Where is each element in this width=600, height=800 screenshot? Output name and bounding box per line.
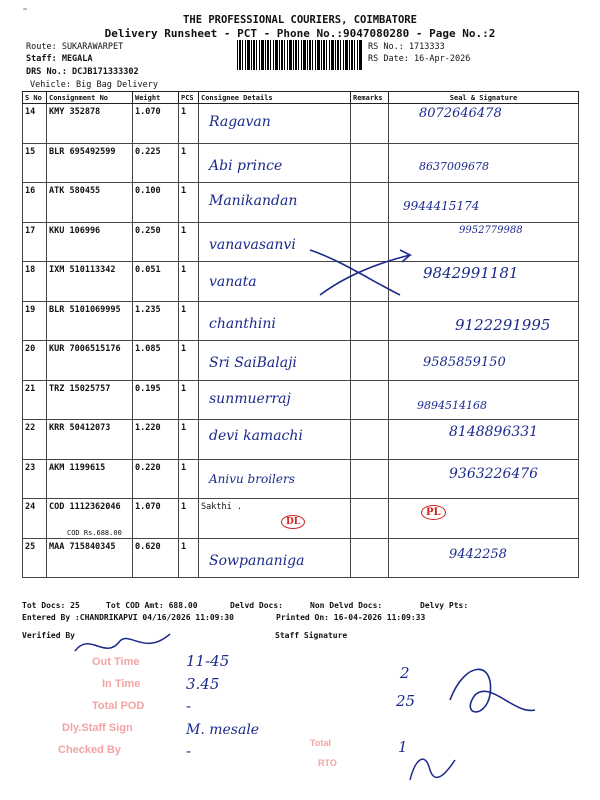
table-row — [23, 104, 579, 144]
count-one: 1 — [398, 738, 408, 756]
row-consignee — [199, 183, 351, 223]
seal-signature: 9952779988 — [459, 224, 523, 236]
row-sno: 24 — [23, 499, 47, 539]
staff-signature-icon — [440, 655, 540, 735]
row-consignee — [199, 420, 351, 460]
bottom-signature-icon — [400, 740, 460, 790]
seal-signature: 9363226476 — [449, 465, 539, 482]
row-consignment: KMY 352878 — [47, 104, 133, 144]
row-weight: 0.250 — [133, 222, 179, 262]
stamp-out-time: Out Time — [92, 656, 140, 668]
row-pcs: 1 — [179, 459, 199, 499]
row-pcs: 1 — [179, 183, 199, 223]
row-remarks — [351, 341, 389, 381]
row-consignment: MAA 715840345 — [47, 538, 133, 578]
consignee-name: Ragavan — [209, 114, 271, 130]
row-sno: 14 — [23, 104, 47, 144]
row-weight: 1.235 — [133, 301, 179, 341]
row-consignee — [199, 459, 351, 499]
row-remarks — [351, 183, 389, 223]
row-pcs: 1 — [179, 380, 199, 420]
row-consignment: BLR 5101069995 — [47, 301, 133, 341]
row-pcs: 1 — [179, 104, 199, 144]
consignee-name: Sakthi . — [201, 502, 242, 512]
col-weight: Weight — [133, 92, 179, 104]
seal-signature: 8148896331 — [449, 424, 539, 440]
table-row — [23, 143, 579, 183]
stamp-dly-staff-sign: Dly.Staff Sign — [62, 722, 133, 734]
row-consignee — [199, 104, 351, 144]
row-consignment: AKM 1199615 — [47, 459, 133, 499]
row-sno: 17 — [23, 222, 47, 262]
count-two: 2 — [400, 664, 410, 682]
row-sno: 25 — [23, 538, 47, 578]
stamp-checked-by: Checked By — [58, 744, 121, 756]
header-mark: ˜ — [22, 8, 29, 19]
checked-dash: - — [186, 742, 192, 760]
row-consignee — [199, 143, 351, 183]
consignee-name: Anivu broilers — [209, 471, 295, 486]
row-consignment — [47, 499, 133, 539]
row-remarks — [351, 380, 389, 420]
staff-signature: Staff Signature — [275, 631, 348, 640]
row-sno: 19 — [23, 301, 47, 341]
consignee-name: Abi prince — [209, 157, 283, 174]
row-weight: 0.051 — [133, 262, 179, 302]
arrow-stroke-icon — [320, 250, 410, 295]
company-name: THE PROFESSIONAL COURIERS, COIMBATORE — [183, 14, 417, 26]
in-time-value: 3.45 — [186, 675, 220, 693]
row-remarks — [351, 499, 389, 539]
out-time-value: 11-45 — [186, 652, 230, 670]
staff: Staff: MEGALA — [26, 54, 93, 64]
row-sno: 15 — [23, 143, 47, 183]
consignee-name: vanata — [209, 274, 257, 290]
row-pcs: 1 — [179, 341, 199, 381]
col-seal: Seal & Signature — [389, 92, 579, 104]
verified-by: Verified By — [22, 631, 75, 640]
row-sno: 21 — [23, 380, 47, 420]
row-weight: 1.070 — [133, 499, 179, 539]
row-weight: 0.620 — [133, 538, 179, 578]
row-pcs: 1 — [179, 143, 199, 183]
seal-signature: 9944415174 — [403, 199, 480, 213]
table-row — [23, 341, 579, 381]
stamp-total: Total — [310, 738, 331, 748]
row-consignment: BLR 695492599 — [47, 143, 133, 183]
row-seal — [389, 143, 579, 183]
row-consignment: TRZ 15025757 — [47, 380, 133, 420]
row-consignment: ATK 580455 — [47, 183, 133, 223]
total-pod-dash: - — [186, 697, 192, 715]
stamp-total-pod: Total POD — [92, 700, 145, 712]
col-consignee: Consignee Details — [199, 92, 351, 104]
row-consignment-text: COD 1112362046 — [49, 502, 121, 512]
stamp-in-time: In Time — [102, 678, 141, 690]
stamp-rto: RTO — [318, 758, 337, 768]
barcode — [237, 40, 363, 70]
consignee-name: chanthini — [209, 315, 276, 332]
consignee-name: Manikandan — [209, 193, 298, 209]
total-cod: Tot COD Amt: 688.00 — [106, 601, 198, 610]
count-twentyfive: 25 — [396, 692, 416, 710]
runsheet-table — [22, 91, 579, 578]
handwritten-strokes — [300, 240, 440, 310]
row-remarks — [351, 420, 389, 460]
non-delivered-docs: Non Delvd Docs: — [310, 601, 383, 610]
table-row — [23, 538, 579, 578]
row-seal — [389, 183, 579, 223]
consignee-name: vanavasanvi — [209, 236, 296, 253]
row-remarks — [351, 104, 389, 144]
row-consignment: KRR 50412073 — [47, 420, 133, 460]
seal-signature: 9842991181 — [423, 264, 519, 282]
seal-signature: 9894514168 — [417, 398, 487, 412]
verifier-signature-icon — [70, 626, 180, 666]
consignee-name: Sowpananiga — [209, 552, 305, 569]
consignee-name: Sri SaiBalaji — [209, 355, 297, 371]
consignee-name: devi kamachi — [209, 428, 303, 444]
row-seal — [389, 538, 579, 578]
row-weight: 1.070 — [133, 104, 179, 144]
rs-date: RS Date: 16-Apr-2026 — [368, 54, 471, 64]
row-remarks — [351, 143, 389, 183]
route: Route: SUKARAWARPET — [26, 42, 124, 52]
row-remarks — [351, 538, 389, 578]
row-sno: 18 — [23, 262, 47, 302]
row-pcs: 1 — [179, 262, 199, 302]
staff-sign-value: M. mesale — [186, 722, 260, 738]
col-consignment: Consignment No — [47, 92, 133, 104]
row-weight: 1.085 — [133, 341, 179, 381]
row-consignment: KUR 7006515176 — [47, 341, 133, 381]
row-remarks — [351, 459, 389, 499]
row-seal — [389, 420, 579, 460]
delivered-stamp: DL — [281, 515, 305, 529]
row-sno: 22 — [23, 420, 47, 460]
entered-by: Entered By :CHANDRIKAPVI 04/16/2026 11:09:30 — [22, 613, 234, 622]
row-weight: 0.220 — [133, 459, 179, 499]
pl-stamp: PL — [421, 505, 446, 520]
row-consignment: IXM 510113342 — [47, 262, 133, 302]
row-weight: 0.195 — [133, 380, 179, 420]
row-seal — [389, 104, 579, 144]
row-consignee — [199, 380, 351, 420]
row-seal — [389, 499, 579, 539]
table-row — [23, 183, 579, 223]
table-row — [23, 499, 579, 539]
col-sno: S No — [23, 92, 47, 104]
row-consignee — [199, 499, 351, 539]
row-seal — [389, 459, 579, 499]
row-weight: 1.220 — [133, 420, 179, 460]
row-consignee — [199, 341, 351, 381]
delivery-points: Delvy Pts: — [420, 601, 469, 610]
row-consignment: KKU 106996 — [47, 222, 133, 262]
seal-signature: 8637009678 — [419, 159, 489, 173]
row-sno: 23 — [23, 459, 47, 499]
drs-number: DRS No.: DCJB171333302 — [26, 67, 139, 77]
row-seal — [389, 380, 579, 420]
rs-number: RS No.: 1713333 — [368, 42, 445, 52]
seal-signature: 8072646478 — [419, 106, 502, 121]
row-sno: 20 — [23, 341, 47, 381]
row-pcs: 1 — [179, 420, 199, 460]
table-row — [23, 380, 579, 420]
cod-amount: COD Rs.688.00 — [67, 528, 122, 537]
cross-stroke-icon — [310, 250, 400, 295]
seal-signature: 9585859150 — [423, 355, 506, 370]
runsheet-title: Delivery Runsheet - PCT - Phone No.:9047080280 - Page No.:2 — [104, 27, 496, 40]
row-pcs: 1 — [179, 301, 199, 341]
delivered-docs: Delvd Docs: — [230, 601, 283, 610]
row-pcs: 1 — [179, 538, 199, 578]
row-consignee — [199, 538, 351, 578]
table-row — [23, 420, 579, 460]
col-pcs: PCS — [179, 92, 199, 104]
row-seal — [389, 341, 579, 381]
printed-on: Printed On: 16-04-2026 11:09:33 — [276, 613, 426, 622]
vehicle: Vehicle: Big Bag Delivery — [30, 80, 158, 90]
seal-signature: 9122291995 — [455, 315, 551, 334]
row-weight: 0.100 — [133, 183, 179, 223]
row-pcs: 1 — [179, 222, 199, 262]
row-weight: 0.225 — [133, 143, 179, 183]
consignee-name: sunmuerraj — [209, 390, 291, 407]
seal-signature: 9442258 — [449, 546, 507, 562]
total-docs: Tot Docs: 25 — [22, 601, 80, 610]
row-pcs: 1 — [179, 499, 199, 539]
table-header-row — [23, 92, 579, 104]
row-sno: 16 — [23, 183, 47, 223]
table-row — [23, 459, 579, 499]
col-remarks: Remarks — [351, 92, 389, 104]
